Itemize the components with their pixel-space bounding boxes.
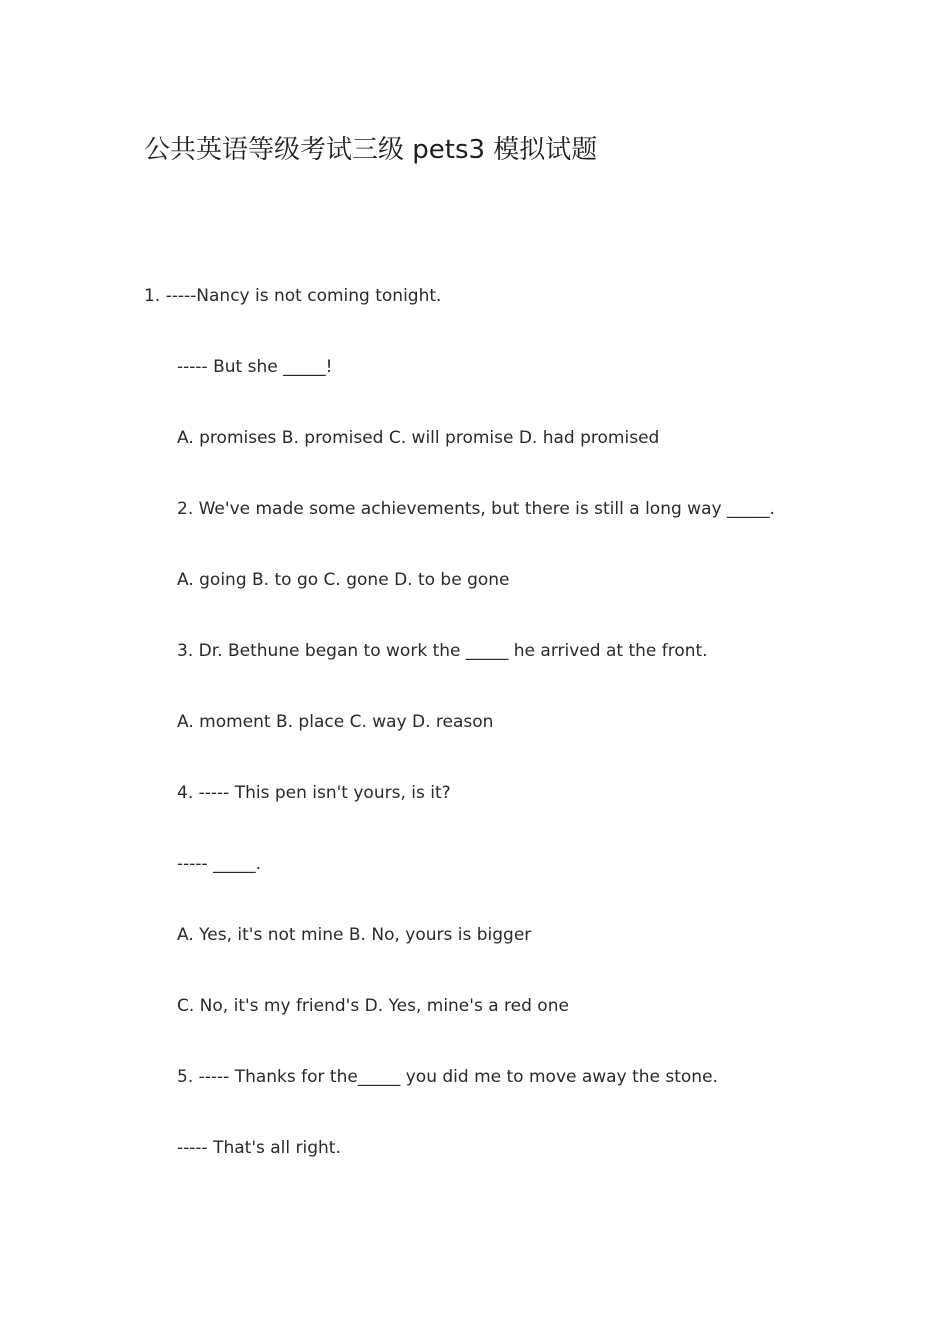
- question-4-prompt: 4. ----- This pen isn't yours, is it?: [177, 783, 451, 803]
- question-4-options-ab: A. Yes, it's not mine B. No, yours is bigger: [177, 925, 532, 945]
- question-4-response: ----- _____.: [177, 854, 261, 874]
- question-1-prompt: 1. -----Nancy is not coming tonight.: [144, 286, 442, 306]
- question-5-prompt: 5. ----- Thanks for the_____ you did me to move away the stone.: [177, 1067, 718, 1087]
- question-3-prompt: 3. Dr. Bethune began to work the _____ he arrived at the front.: [177, 641, 708, 661]
- question-3-options: A. moment B. place C. way D. reason: [177, 712, 494, 732]
- question-1-response: ----- But she _____!: [177, 357, 333, 377]
- question-2-options: A. going B. to go C. gone D. to be gone: [177, 570, 510, 590]
- question-4-options-cd: C. No, it's my friend's D. Yes, mine's a red one: [177, 996, 569, 1016]
- question-5-response: ----- That's all right.: [177, 1138, 341, 1158]
- question-2-prompt: 2. We've made some achievements, but there is still a long way _____.: [177, 499, 775, 519]
- question-1-options: A. promises B. promised C. will promise D. had promised: [177, 428, 660, 448]
- page-title: 公共英语等级考试三级 pets3 模拟试题: [144, 135, 598, 165]
